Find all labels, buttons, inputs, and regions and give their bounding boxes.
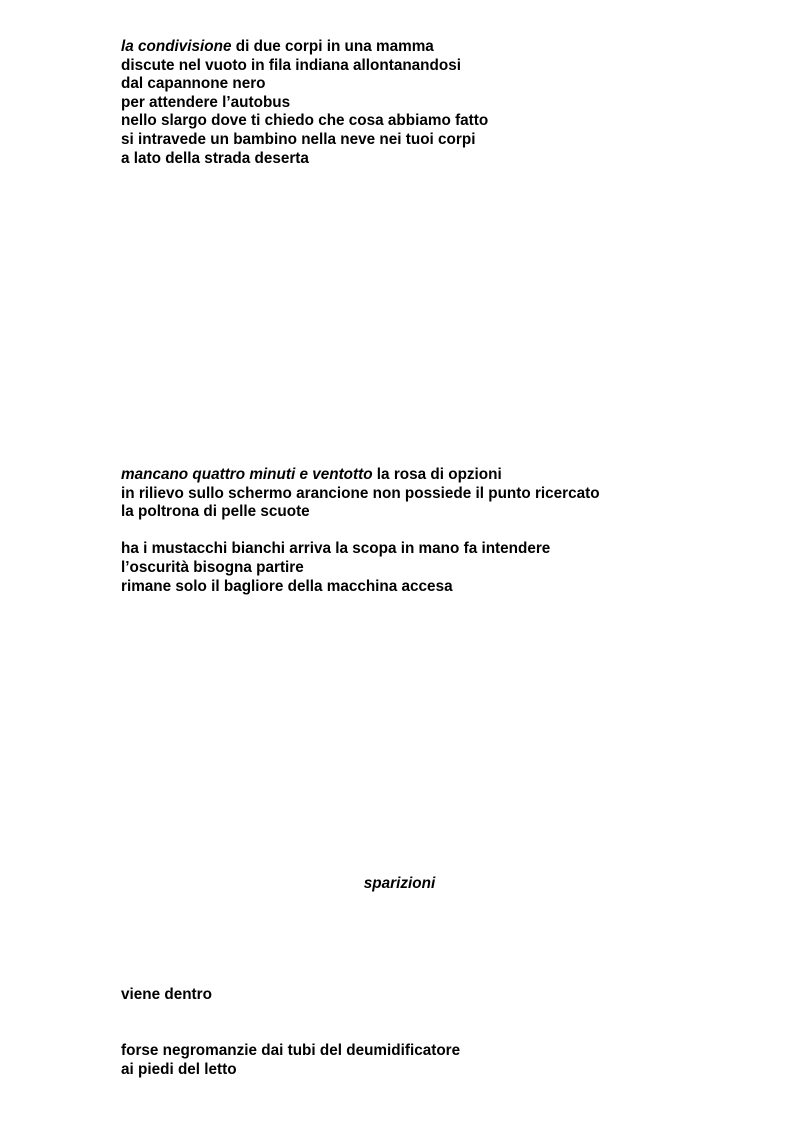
- stanza-break: [121, 522, 600, 541]
- poem-line: dal capannone nero: [121, 75, 266, 93]
- stanza-5: [121, 1042, 460, 1079]
- line-text: la rosa di opzioni: [372, 466, 502, 483]
- poem-line: a lato della strada deserta: [121, 149, 309, 167]
- poem-line: in rilievo sullo schermo arancione non possiede il punto ricercato: [121, 484, 600, 502]
- poem-line: la poltrona di pelle scuote: [121, 503, 310, 521]
- poem-line: forse negromanzie dai tubi del deumidificatore: [121, 1042, 461, 1059]
- italic-phrase: mancano quattro minuti e ventotto: [121, 466, 373, 483]
- poem-line: l’oscurità bisogna partire: [121, 558, 304, 576]
- poem-line: viene dentro: [121, 986, 212, 1003]
- poem-line: [121, 466, 600, 485]
- poem-line: [121, 38, 488, 57]
- italic-phrase: la condivisione: [121, 38, 232, 55]
- poem-line: rimane solo il bagliore della macchina accesa: [121, 577, 453, 595]
- section-title: sparizioni: [363, 875, 436, 892]
- poem-line: ha i mustacchi bianchi arriva la scopa in mano fa intendere: [121, 540, 551, 558]
- poem-line: discute nel vuoto in fila indiana allontanandosi: [121, 56, 461, 74]
- poem-line: per attendere l’autobus: [121, 93, 291, 111]
- line-text: di due corpi in una mamma: [231, 38, 434, 55]
- poem-line: si intravede un bambino nella neve nei tuoi corpi: [121, 130, 476, 148]
- stanza-2: [121, 466, 600, 596]
- stanza-4: [121, 986, 212, 1005]
- poem-line: nello slargo dove ti chiedo che cosa abbiamo fatto: [121, 112, 489, 130]
- poem-line: ai piedi del letto: [121, 1060, 237, 1078]
- stanza-1: [121, 38, 488, 168]
